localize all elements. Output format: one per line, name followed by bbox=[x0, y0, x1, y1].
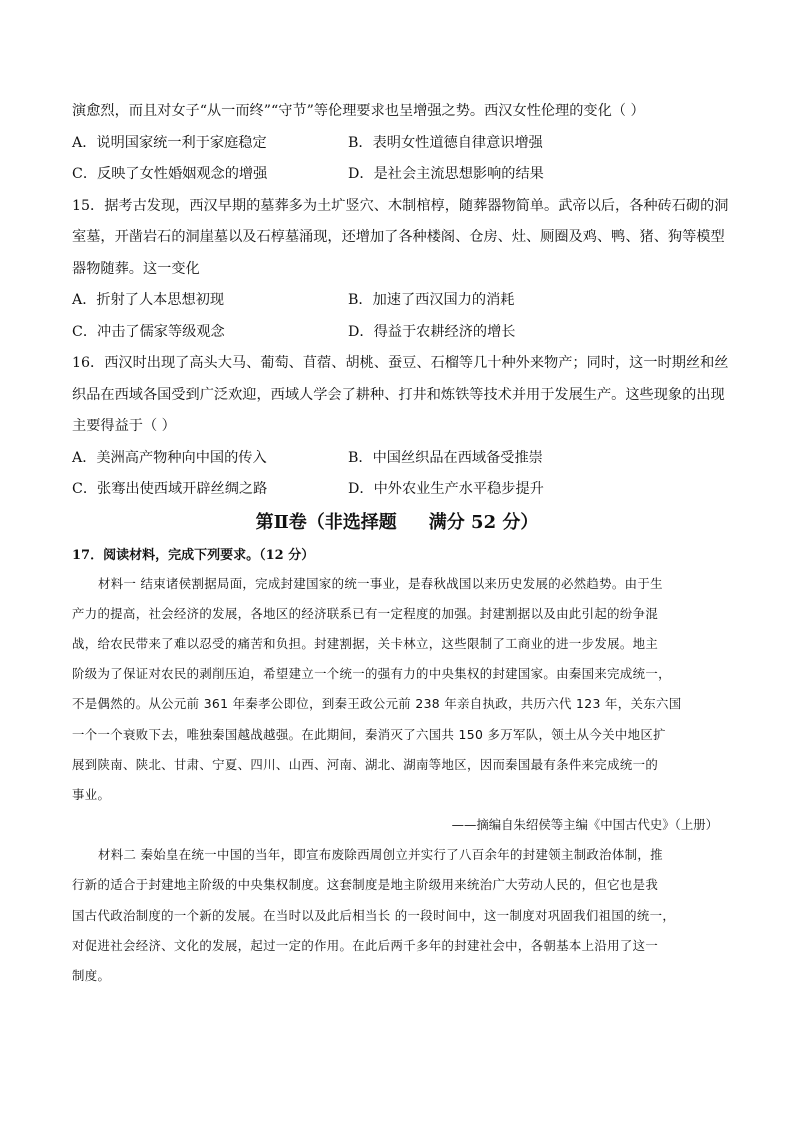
option-b[interactable]: B．表明女性道德自律意识增强 bbox=[348, 134, 543, 151]
option-d[interactable]: D．中外农业生产水平稳步提升 bbox=[348, 481, 544, 497]
material-line: 对促进社会经济、文化的发展，起过一定的作用。在此后两千多年的封建社会中，各朝基本上沿用了这一 bbox=[72, 937, 659, 953]
section-title-right: 满分 52 分） bbox=[428, 511, 539, 533]
option-c[interactable]: C．张骞出使西域开辟丝绸之路 bbox=[72, 481, 268, 497]
option-a[interactable]: A．说明国家统一利于家庭稳定 bbox=[72, 134, 267, 151]
material-line: 一个一个衰败下去，唯独秦国越战越强。在此期间，秦消灭了六国共 150 多万军队，领土从今关中地区扩 bbox=[72, 726, 666, 742]
material-line: 行新的适合于封建地主阶级的中央集权制度。这套制度是地主阶级用来统治广大劳动人民的，但它也是我 bbox=[72, 877, 659, 893]
question-17 bbox=[72, 543, 722, 992]
question-14 bbox=[72, 96, 722, 191]
option-a[interactable]: A．美洲高产物种向中国的传入 bbox=[72, 449, 267, 466]
option-row bbox=[72, 443, 722, 475]
question-15-stem-line: 15．据考古发现，西汉早期的墓葬多为土圹竖穴、木制棺椁，随葬器物简单。武帝以后，各种砖石砌的洞 bbox=[72, 197, 729, 214]
option-row bbox=[72, 159, 722, 191]
material-line: 产力的提高，社会经济的发展，各地区的经济联系已有一定程度的加强。封建割据以及由此引起的纷争混 bbox=[72, 605, 659, 621]
material-line: 材料二 秦始皇在统一中国的当年，即宣布废除西周创立并实行了八百余年的封建领主制政治体制，推 bbox=[98, 847, 663, 863]
question-15-stem-line: 器物随葬。这一变化 bbox=[72, 260, 200, 277]
material-1 bbox=[72, 569, 722, 811]
option-d[interactable]: D．是社会主流思想影响的结果 bbox=[348, 166, 544, 182]
material-line: 展到陕南、陕北、甘肃、宁夏、四川、山西、河南、湖北、湖南等地区，因而秦国最有条件来完成统一的 bbox=[72, 756, 659, 772]
option-d[interactable]: D．得益于农耕经济的增长 bbox=[348, 323, 516, 340]
question-16-stem-line: 16．西汉时出现了高头大马、葡萄、苜蓿、胡桃、蚕豆、石榴等几十种外来物产；同时，这一时期丝和丝 bbox=[72, 355, 729, 371]
exam-page bbox=[72, 96, 729, 991]
option-row bbox=[72, 285, 722, 317]
question-14-stem: 演愈烈，而且对女子“从一而终”“守节”等伦理要求也呈增强之势。西汉女性伦理的变化（ ） bbox=[72, 103, 645, 119]
question-16-stem-line: 主要得益于（ ） bbox=[72, 418, 176, 434]
material-line: 制度。 bbox=[72, 967, 111, 983]
option-a[interactable]: A．折射了人本思想初现 bbox=[72, 292, 225, 308]
option-b[interactable]: B．中国丝织品在西域备受推崇 bbox=[348, 449, 543, 466]
option-row bbox=[72, 474, 722, 506]
option-b[interactable]: B．加速了西汉国力的消耗 bbox=[348, 292, 515, 308]
question-15-stem-line: 室墓，开凿岩石的洞崖墓以及石椁墓涌现，还增加了各种楼阁、仓房、灶、厕圈及鸡、鸭、猪、狗等模型 bbox=[72, 229, 725, 245]
question-15 bbox=[72, 191, 729, 349]
option-c[interactable]: C．反映了女性婚姻观念的增强 bbox=[72, 166, 268, 182]
material-line: 国古代政治制度的一个新的发展。在当时以及此后相当长 的一段时间中，这一制度对巩固我们祖国的统一， bbox=[72, 907, 676, 923]
option-row bbox=[72, 317, 722, 349]
question-16-stem-line: 织品在西域各国受到广泛欢迎，西域人学会了耕种、打井和炼铁等技术并用于发展生产。这些现象的出现 bbox=[72, 386, 725, 403]
question-16 bbox=[72, 348, 729, 506]
section-title bbox=[72, 511, 722, 535]
section-title-left: 第Ⅱ卷（非选择题 bbox=[255, 511, 397, 533]
material-line: 事业。 bbox=[72, 786, 111, 802]
material-line: 材料一 结束诸侯割据局面，完成封建国家的统一事业，是春秋战国以来历史发展的必然趋势。由于生 bbox=[98, 575, 663, 591]
option-c[interactable]: C．冲击了儒家等级观念 bbox=[72, 323, 225, 340]
material-line: 不是偶然的。从公元前 361 年秦孝公即位，到秦王政公元前 238 年亲自执政，共历六代 123 年，关东六国 bbox=[72, 696, 682, 712]
material-1-source: ——摘编自朱绍侯等主编《中国古代史》（上册） bbox=[451, 817, 718, 833]
question-17-heading: 17．阅读材料，完成下列要求。（12 分） bbox=[72, 547, 315, 563]
material-line: 战，给农民带来了难以忍受的痛苦和负担。封建割据，关卡林立，这些限制了工商业的进一步发展。地主 bbox=[72, 635, 659, 651]
option-row bbox=[72, 128, 722, 160]
material-2 bbox=[72, 840, 722, 991]
material-line: 阶级为了保证对农民的剥削压迫，希望建立一个统一的强有力的中央集权的封建国家。由秦国来完成统一， bbox=[72, 666, 671, 682]
